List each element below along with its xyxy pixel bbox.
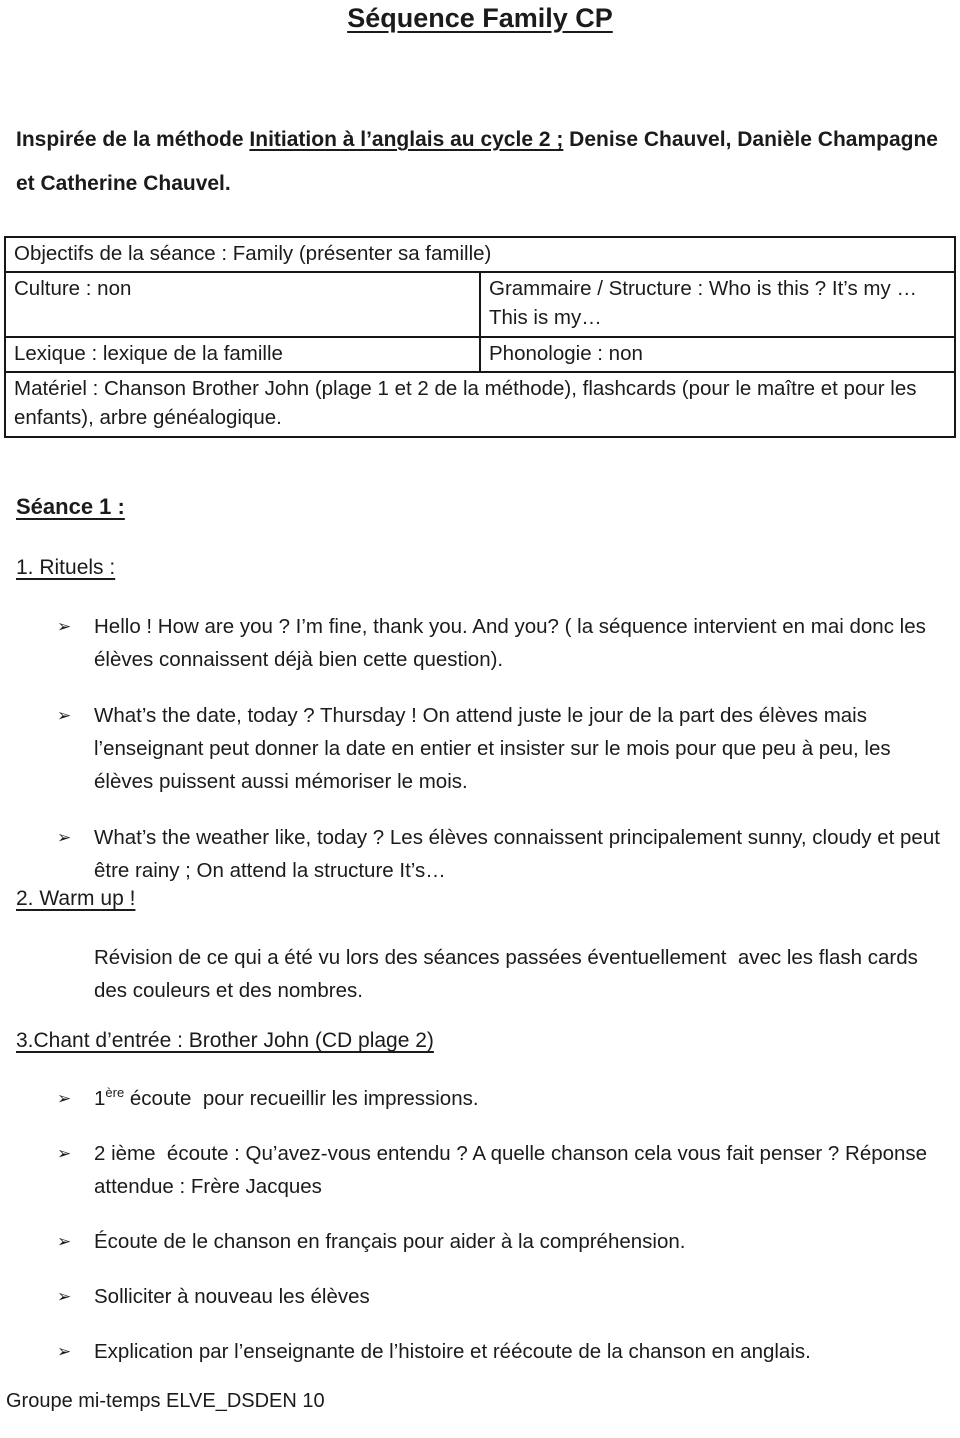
ordinal-superscript: ère <box>105 1085 125 1101</box>
table-row-lexique-phonologie <box>5 337 955 372</box>
list-item-text: Écoute de le chanson en français pour aider à la compréhension. <box>94 1230 686 1253</box>
list-item-text: Explication par l’enseignante de l’histoire et réécoute de la chanson en anglais. <box>94 1340 811 1363</box>
rituels-heading: 1. Rituels : <box>16 556 116 579</box>
list-item-text <box>94 1082 944 1115</box>
list-item <box>16 821 944 887</box>
list-item-text: What’s the date, today ? Thursday ! On attend juste le jour de la part des élèves mais l’enseignant peut donner la date en entier et insister sur le mois pour que peu à peu, les élèves puissent aussi mémoriser le mois. <box>94 704 897 793</box>
rituels-list <box>16 610 944 887</box>
table-row-objectifs <box>5 237 955 272</box>
table-row-culture-grammaire <box>5 272 955 337</box>
arrow-bullet-icon: ➢ <box>57 828 72 847</box>
list-item-text: Hello ! How are you ? I’m fine, thank you. And you? ( la séquence intervient en mai donc les élèves connaissent déjà bien cette question). <box>94 615 932 671</box>
arrow-bullet-icon: ➢ <box>57 706 72 725</box>
list-item <box>16 1225 944 1258</box>
intro-book-title: Initiation à l’anglais au cycle 2 ; <box>249 128 564 151</box>
ordinal-number: 1 <box>94 1087 106 1110</box>
table-row-materiel <box>5 372 955 437</box>
list-item-text: 2 ième écoute : Qu’avez-vous entendu ? A quelle chanson cela vous fait penser ? Réponse attendue : Frère Jacques <box>94 1142 933 1198</box>
warmup-heading: 2. Warm up ! <box>16 887 136 910</box>
arrow-bullet-icon: ➢ <box>57 1287 72 1306</box>
list-item <box>16 610 944 676</box>
page-title: Séquence Family CP <box>347 3 613 33</box>
list-item <box>16 1335 944 1368</box>
cell-objectifs: Objectifs de la séance : Family (présenter sa famille) <box>5 237 955 272</box>
cell-phonologie: Phonologie : non <box>480 337 955 372</box>
seance-1-heading: Séance 1 : <box>16 494 125 519</box>
arrow-bullet-icon: ➢ <box>57 1232 72 1251</box>
arrow-bullet-icon: ➢ <box>57 1342 72 1361</box>
list-item-text: Solliciter à nouveau les élèves <box>94 1285 370 1308</box>
chant-list <box>16 1082 944 1368</box>
cell-culture: Culture : non <box>5 272 480 337</box>
ordinal-rest: écoute pour recueillir les impressions. <box>124 1087 479 1110</box>
list-item <box>16 1082 944 1115</box>
arrow-bullet-icon: ➢ <box>57 1089 72 1108</box>
intro-prefix: Inspirée de la méthode <box>16 128 250 151</box>
list-item <box>16 1280 944 1313</box>
objectives-table <box>4 236 956 438</box>
cell-grammaire: Grammaire / Structure : Who is this ? It’s my … This is my… <box>480 272 955 337</box>
arrow-bullet-icon: ➢ <box>57 617 72 636</box>
list-item <box>16 1137 944 1203</box>
warmup-paragraph: Révision de ce qui a été vu lors des séances passées éventuellement avec les flash cards des couleurs et des nombres. <box>94 946 924 1002</box>
cell-materiel: Matériel : Chanson Brother John (plage 1 et 2 de la méthode), flashcards (pour le maître et pour les enfants), arbre généalogique. <box>5 372 955 437</box>
list-item <box>16 699 944 798</box>
chant-heading: 3.Chant d’entrée : Brother John (CD plage 2) <box>16 1029 434 1052</box>
cell-lexique: Lexique : lexique de la famille <box>5 337 480 372</box>
intro-suffix: Denise Chauvel, Danièle Champagne et Catherine Chauvel. <box>16 128 938 195</box>
intro-paragraph <box>16 118 944 206</box>
arrow-bullet-icon: ➢ <box>57 1144 72 1163</box>
list-item-text: What’s the weather like, today ? Les élèves connaissent principalement sunny, cloudy et peut être rainy ; On attend la structure It’s… <box>94 826 946 882</box>
footer-text: Groupe mi-temps ELVE_DSDEN 10 <box>6 1390 325 1412</box>
